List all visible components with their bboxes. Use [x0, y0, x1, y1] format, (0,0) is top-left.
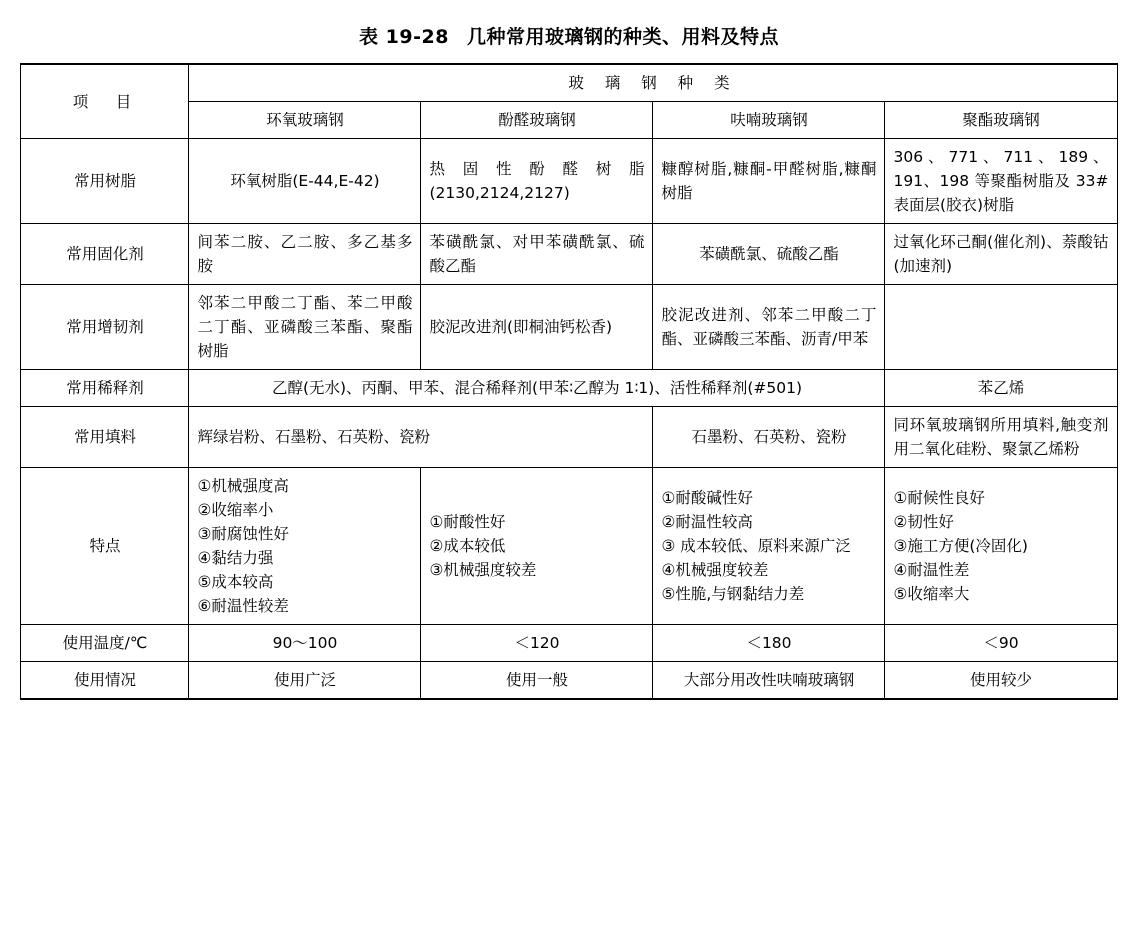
feature-item: ③ 成本较低、原料来源广泛 [661, 537, 851, 556]
cell-toughener-phenolic: 胶泥改进剂(即桐油钙松香) [421, 285, 653, 370]
cell-diluent-polyester: 苯乙烯 [885, 370, 1117, 407]
table-row [21, 139, 1117, 224]
row-header-usage: 使用情况 [21, 662, 189, 700]
corner-header-cell: 项 目 [21, 64, 189, 139]
feature-item: ②成本较低 [429, 537, 506, 556]
feature-item: ⑥耐温性较差 [197, 597, 289, 616]
feature-item: ①耐候性良好 [893, 489, 985, 508]
cell-filler-furan: 石墨粉、石英粉、瓷粉 [653, 407, 885, 468]
cell-curing-furan: 苯磺酰氯、硫酸乙酯 [653, 224, 885, 285]
cell-temp-phenolic: ＜120 [421, 625, 653, 662]
cell-temp-polyester: ＜90 [885, 625, 1117, 662]
table-title [0, 0, 1138, 63]
cell-curing-polyester: 过氧化环己酮(催化剂)、萘酸钴(加速剂) [885, 224, 1117, 285]
cell-features-furan [653, 468, 885, 625]
row-header-curing-agent: 常用固化剂 [21, 224, 189, 285]
feature-item: ②韧性好 [893, 513, 954, 532]
feature-item: ①机械强度高 [197, 477, 289, 496]
cell-resin-phenolic: 热固性酚醛树脂(2130,2124,2127) [421, 139, 653, 224]
table-row [21, 662, 1117, 700]
cell-curing-epoxy: 间苯二胺、乙二胺、多乙基多胺 [189, 224, 421, 285]
cell-features-phenolic [421, 468, 653, 625]
feature-item: ④耐温性差 [893, 561, 970, 580]
table-row [21, 285, 1117, 370]
row-header-filler: 常用填料 [21, 407, 189, 468]
cell-temp-epoxy: 90～100 [189, 625, 421, 662]
row-header-diluent: 常用稀释剂 [21, 370, 189, 407]
feature-item: ②收缩率小 [197, 501, 274, 520]
cell-resin-epoxy: 环氧树脂(E-44,E-42) [189, 139, 421, 224]
cell-diluent-merged: 乙醇(无水)、丙酮、甲苯、混合稀释剂(甲苯∶乙醇为 1∶1)、活性稀释剂(#501) [189, 370, 885, 407]
cell-usage-phenolic: 使用一般 [421, 662, 653, 700]
cell-filler-merged: 辉绿岩粉、石墨粉、石英粉、瓷粉 [189, 407, 653, 468]
feature-item: ④机械强度较差 [661, 561, 769, 580]
table-row [21, 468, 1117, 625]
cell-filler-polyester: 同环氧玻璃钢所用填料,触变剂用二氧化硅粉、聚氯乙烯粉 [885, 407, 1117, 468]
group-header-cell: 玻 璃 钢 种 类 [189, 64, 1117, 102]
feature-item: ⑤收缩率大 [893, 585, 970, 604]
cell-resin-furan: 糠醇树脂,糠酮-甲醛树脂,糠酮树脂 [653, 139, 885, 224]
feature-item: ①耐酸碱性好 [661, 489, 753, 508]
row-header-toughener: 常用增韧剂 [21, 285, 189, 370]
feature-item: ③机械强度较差 [429, 561, 537, 580]
cell-temp-furan: ＜180 [653, 625, 885, 662]
table-number: 表 19-28 [359, 26, 449, 48]
cell-features-epoxy [189, 468, 421, 625]
table-row [21, 224, 1117, 285]
cell-toughener-polyester [885, 285, 1117, 370]
feature-item: ④黏结力强 [197, 549, 274, 568]
row-header-service-temperature: 使用温度/℃ [21, 625, 189, 662]
table-row [21, 407, 1117, 468]
cell-features-polyester [885, 468, 1117, 625]
row-header-resin: 常用树脂 [21, 139, 189, 224]
column-header-polyester: 聚酯玻璃钢 [885, 102, 1117, 139]
column-header-phenolic: 酚醛玻璃钢 [421, 102, 653, 139]
row-header-features: 特点 [21, 468, 189, 625]
table-title-text: 几种常用玻璃钢的种类、用料及特点 [466, 26, 779, 48]
cell-usage-furan: 大部分用改性呋喃玻璃钢 [653, 662, 885, 700]
glassfiber-types-table [20, 63, 1117, 700]
cell-curing-phenolic: 苯磺酰氯、对甲苯磺酰氯、硫酸乙酯 [421, 224, 653, 285]
column-header-furan: 呋喃玻璃钢 [653, 102, 885, 139]
table-header-row-group [21, 64, 1117, 102]
cell-usage-epoxy: 使用广泛 [189, 662, 421, 700]
column-header-epoxy: 环氧玻璃钢 [189, 102, 421, 139]
feature-item: ⑤成本较高 [197, 573, 274, 592]
feature-item: ③施工方便(冷固化) [893, 537, 1028, 556]
feature-item: ③耐腐蚀性好 [197, 525, 289, 544]
cell-toughener-epoxy: 邻苯二甲酸二丁酯、苯二甲酸二丁酯、亚磷酸三苯酯、聚酯树脂 [189, 285, 421, 370]
feature-item: ⑤性脆,与钢黏结力差 [661, 585, 805, 604]
table-row [21, 625, 1117, 662]
cell-usage-polyester: 使用较少 [885, 662, 1117, 700]
feature-item: ②耐温性较高 [661, 513, 753, 532]
cell-toughener-furan: 胶泥改进剂、邻苯二甲酸二丁酯、亚磷酸三苯酯、沥青/甲苯 [653, 285, 885, 370]
table-row [21, 370, 1117, 407]
feature-item: ①耐酸性好 [429, 513, 506, 532]
cell-resin-polyester: 306、771、711、189、191、198 等聚酯树脂及 33# 表面层(胶衣)树脂 [885, 139, 1117, 224]
